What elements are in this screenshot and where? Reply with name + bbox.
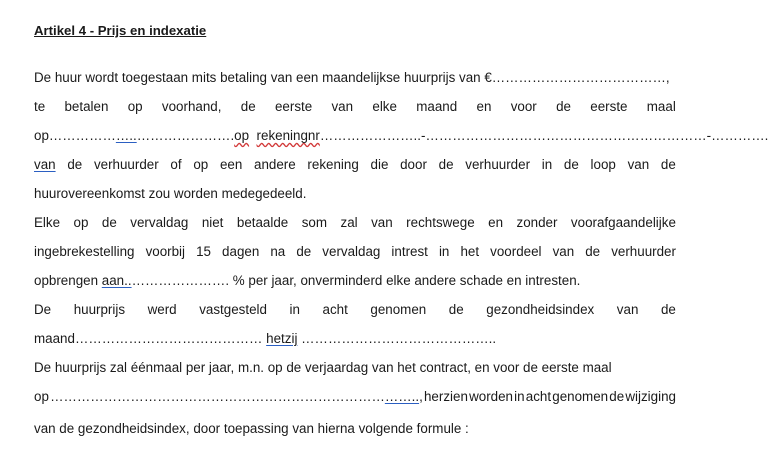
word: worden <box>469 389 513 404</box>
p4-line-2 <box>34 388 676 406</box>
word: acht <box>322 302 348 317</box>
word: werd <box>147 302 177 317</box>
word: de <box>556 99 571 114</box>
word: betaalde <box>236 215 289 230</box>
word: in <box>438 244 450 259</box>
word: genomen <box>370 302 427 317</box>
word: van <box>627 157 650 172</box>
word: loop <box>590 157 616 172</box>
word: elke <box>372 99 397 114</box>
word: te <box>34 99 46 114</box>
word: aan.. <box>101 273 132 288</box>
word: de <box>563 157 579 172</box>
word: hetzij <box>266 331 298 346</box>
word: rechtswege <box>406 215 475 230</box>
word: de <box>660 157 676 172</box>
word: andere <box>254 157 296 172</box>
word: niet <box>201 215 224 230</box>
word: van <box>616 302 639 317</box>
p3-line-1 <box>34 301 676 319</box>
word: eerste <box>590 99 628 114</box>
word: op <box>34 389 49 404</box>
word: of <box>170 157 182 172</box>
word: Elke <box>34 215 61 230</box>
word: de <box>67 157 83 172</box>
word: genomen <box>552 389 609 404</box>
word: de <box>585 244 601 259</box>
word: ingebrekestelling <box>34 244 135 259</box>
word: De <box>34 302 52 317</box>
word: het <box>460 244 480 259</box>
word: voordeel <box>490 244 542 259</box>
p4-line-3: van de gezondheidsindex, door toepassing van hierna volgende formule : <box>34 421 469 436</box>
word: vervaldag <box>130 215 189 230</box>
p1-line-4 <box>34 156 676 174</box>
word: de <box>296 244 312 259</box>
word: van <box>331 99 354 114</box>
account-blank: …………………..-………………………………………………………-…………. <box>319 128 768 143</box>
word: de <box>240 99 256 114</box>
p2-line-1 <box>34 214 676 232</box>
word: voorbij <box>145 244 186 259</box>
word: van <box>552 244 575 259</box>
word: de <box>609 389 625 404</box>
word: de <box>448 302 464 317</box>
word: in <box>541 157 553 172</box>
word: en <box>476 99 492 114</box>
word: vastgesteld <box>199 302 267 317</box>
word: vervaldag <box>322 244 381 259</box>
date-blank: ……………………………………………………………………….., <box>50 389 423 404</box>
word: maal <box>646 99 676 114</box>
word: rekening <box>307 157 359 172</box>
word: verhuurder <box>465 157 531 172</box>
blank-field: op………………..…………………. <box>34 128 235 143</box>
word: dagen <box>222 244 260 259</box>
word: maand <box>416 99 458 114</box>
word: in <box>514 389 525 404</box>
word: acht <box>525 389 552 404</box>
word: voorhand, <box>161 99 222 114</box>
word: de <box>660 302 676 317</box>
word: en <box>488 215 504 230</box>
word: voorafgaandelijke <box>570 215 676 230</box>
p1-line-5: huurovereenkomst zou worden medegedeeld. <box>34 186 307 201</box>
p2-line-2 <box>34 243 676 261</box>
word: huurprijs <box>73 302 126 317</box>
word: intrest <box>391 244 428 259</box>
word: wijziging <box>625 389 676 404</box>
word: zal <box>340 215 358 230</box>
word: een <box>219 157 243 172</box>
word: verhuurder <box>93 157 159 172</box>
article-heading: Artikel 4 - Prijs en indexatie <box>34 23 207 38</box>
word: 15 <box>196 244 211 259</box>
word: som <box>301 215 328 230</box>
word: voor <box>510 99 537 114</box>
p1-line-3 <box>34 127 768 145</box>
word: op <box>193 157 209 172</box>
p3-line-2: maand…………………………………… hetzij …………………………………….. <box>34 331 497 346</box>
word: de <box>101 215 117 230</box>
word: eerste <box>274 99 313 114</box>
word: na <box>270 244 286 259</box>
word: op <box>127 99 143 114</box>
p4-line-1: De huurprijs zal éénmaal per jaar, m.n. op de verjaardag van het contract, en voor de eerste maal <box>34 360 612 375</box>
p2-line-3: opbrengen aan..…………………. % per jaar, onverminderd elke andere schade en intresten. <box>34 273 581 288</box>
word: verhuurder <box>611 244 676 259</box>
word: van <box>371 215 393 230</box>
word: op rekeningnr <box>234 128 320 143</box>
word: in <box>289 302 300 317</box>
p1-line-1: De huur wordt toegestaan mits betaling van een maandelijkse huurprijs van €…………………………………, <box>34 70 670 85</box>
word: door <box>400 157 427 172</box>
word: van <box>34 157 56 172</box>
p1-line-2 <box>34 98 676 116</box>
word: betalen <box>64 99 109 114</box>
word: de <box>438 157 454 172</box>
word: die <box>370 157 389 172</box>
word: op <box>73 215 89 230</box>
word: gezondheidsindex <box>486 302 595 317</box>
word: zonder <box>516 215 558 230</box>
word: herzien <box>423 389 468 404</box>
